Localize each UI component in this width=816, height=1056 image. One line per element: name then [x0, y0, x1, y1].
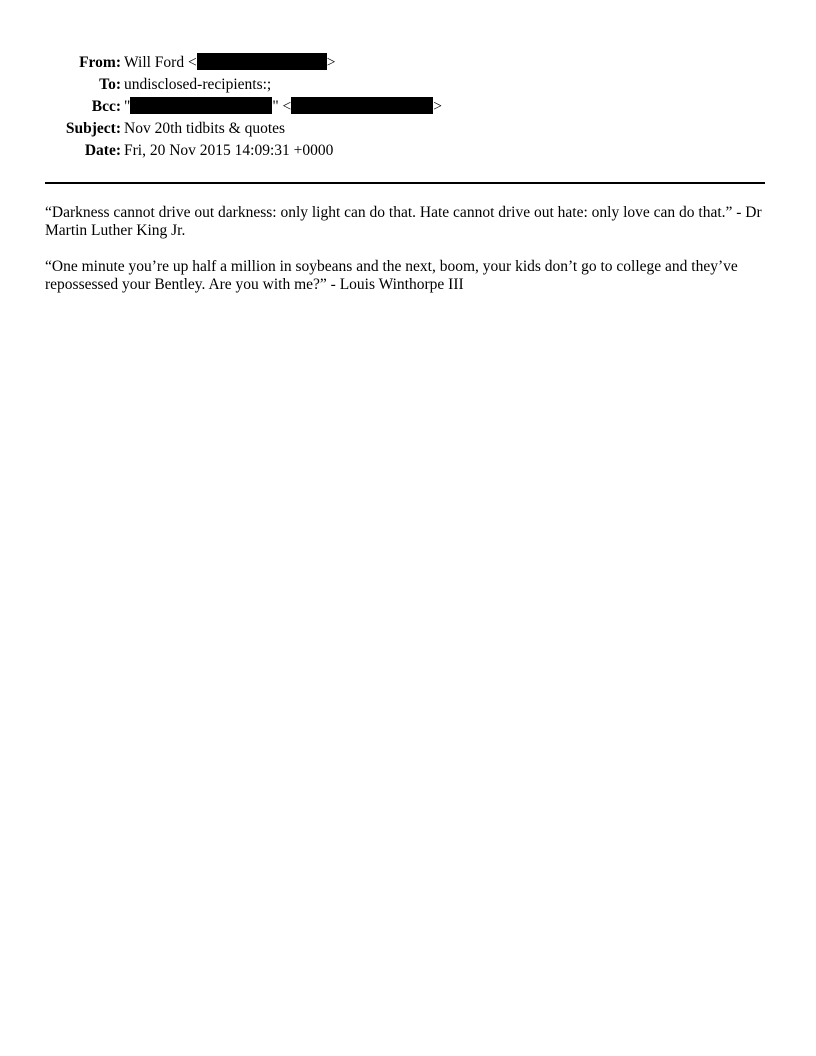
email-body [45, 204, 767, 312]
redaction-block [291, 97, 433, 114]
bcc-open-quote: " [124, 98, 131, 115]
bcc-label: Bcc: [91, 98, 121, 115]
from-label: From: [79, 54, 121, 71]
subject-value: Nov 20th tidbits & quotes [124, 120, 286, 137]
bcc-value [124, 96, 442, 118]
from-name: Will Ford < [124, 54, 197, 71]
redaction-block [197, 53, 327, 70]
to-value: undisclosed-recipients:; [124, 76, 272, 93]
from-value [124, 52, 335, 74]
header-divider [45, 182, 765, 184]
date-label: Date: [84, 142, 121, 159]
to-label: To: [99, 76, 121, 93]
date-value: Fri, 20 Nov 2015 14:09:31 +0000 [124, 142, 334, 159]
from-close: > [326, 54, 336, 71]
subject-label: Subject: [65, 120, 121, 137]
redaction-block [130, 97, 272, 114]
body-paragraph: “One minute you’re up half a million in soybeans and the next, boom, your kids don’t go to college and they’ve repossessed your Bentley. Are you with me?” - Louis Winthorpe III [45, 258, 738, 293]
bcc-mid: " < [272, 98, 292, 115]
bcc-close: > [433, 98, 443, 115]
body-paragraph: “Darkness cannot drive out darkness: only light can do that. Hate cannot drive out hate: only love can do that.” - Dr Martin Luther King Jr. [45, 204, 762, 239]
